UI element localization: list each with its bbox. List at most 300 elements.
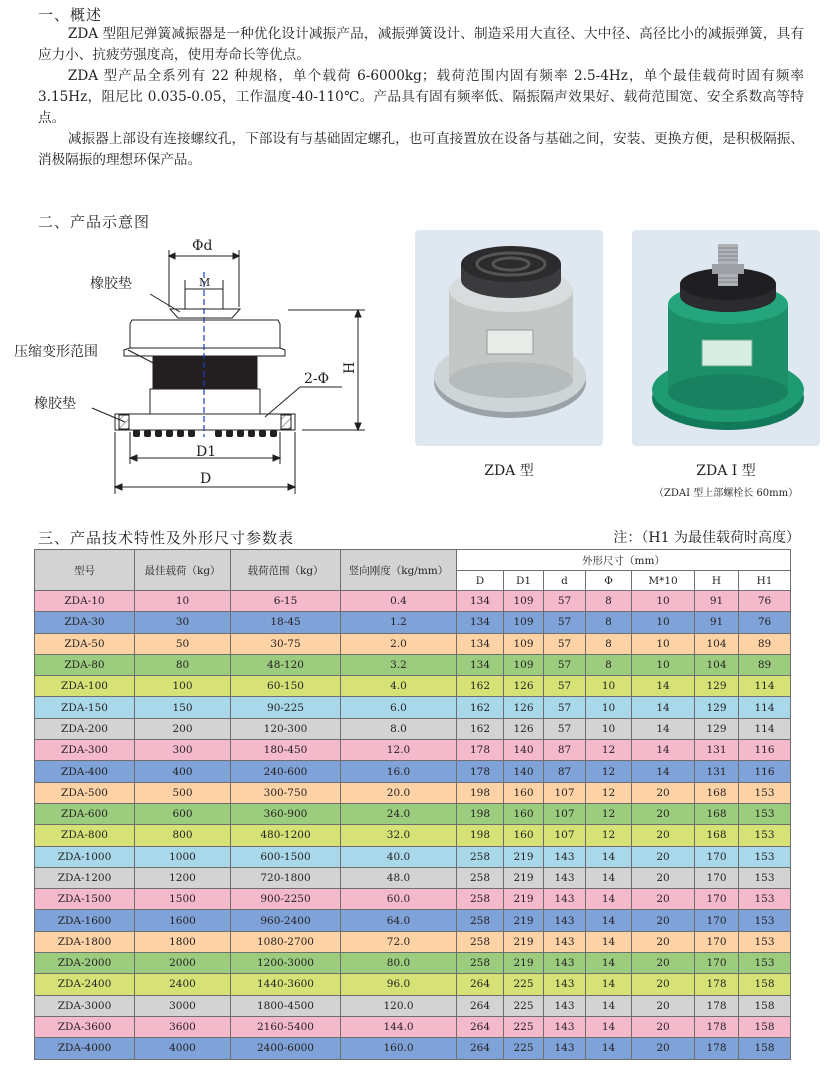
product-schematic bbox=[10, 232, 395, 504]
cell-model: ZDA-500 bbox=[35, 782, 135, 803]
cell-phi: 10 bbox=[586, 718, 632, 739]
cell-stiffness: 32.0 bbox=[341, 825, 457, 846]
cell-stiffness: 3.2 bbox=[341, 654, 457, 675]
cell-m: 20 bbox=[632, 974, 695, 995]
cell-phi: 12 bbox=[586, 803, 632, 824]
cell-load-range: 120-300 bbox=[231, 718, 341, 739]
label-2phi: 2-Φ bbox=[304, 371, 330, 387]
header-stiffness: 竖向刚度（kg/mm） bbox=[341, 550, 457, 591]
cell-d: 162 bbox=[457, 697, 504, 718]
cell-h: 170 bbox=[695, 867, 739, 888]
cell-phi: 8 bbox=[586, 591, 632, 612]
cell-h1: 153 bbox=[739, 889, 791, 910]
label-d1: D1 bbox=[196, 444, 217, 460]
cell-load-range: 900-2250 bbox=[231, 889, 341, 910]
cell-d: 264 bbox=[457, 995, 504, 1016]
cell-best-load: 10 bbox=[135, 591, 231, 612]
cell-best-load: 50 bbox=[135, 633, 231, 654]
cell-stiffness: 12.0 bbox=[341, 740, 457, 761]
cell-phi: 14 bbox=[586, 974, 632, 995]
cell-load-range: 360-900 bbox=[231, 803, 341, 824]
cell-d: 258 bbox=[457, 931, 504, 952]
cell-h: 131 bbox=[695, 740, 739, 761]
table-row bbox=[35, 889, 791, 910]
cell-model: ZDA-2000 bbox=[35, 953, 135, 974]
label-phi-d: Φd bbox=[192, 238, 213, 254]
cell-model: ZDA-4000 bbox=[35, 1038, 135, 1059]
table-row bbox=[35, 995, 791, 1016]
cell-stiffness: 0.4 bbox=[341, 591, 457, 612]
cell-phi: 8 bbox=[586, 633, 632, 654]
cell-d: 134 bbox=[457, 633, 504, 654]
overview-paragraph: ZDA 型阻尼弹簧减振器是一种优化设计减振产品，减振弹簧设计、制造采用大直径、大中径、高径比小的减振弹簧，具有应力小、抗疲劳强度高，使用寿命长等优点。 bbox=[38, 26, 804, 63]
cell-d: 198 bbox=[457, 803, 504, 824]
cell-load-range: 1200-3000 bbox=[231, 953, 341, 974]
section-title-overview: 一、概述 bbox=[38, 6, 103, 24]
table-row bbox=[35, 825, 791, 846]
cell-h: 131 bbox=[695, 761, 739, 782]
cell-load-range: 1800-4500 bbox=[231, 995, 341, 1016]
cell-best-load: 1000 bbox=[135, 846, 231, 867]
cell-model: ZDA-600 bbox=[35, 803, 135, 824]
cell-model: ZDA-80 bbox=[35, 654, 135, 675]
cell-stiffness: 40.0 bbox=[341, 846, 457, 867]
table-row bbox=[35, 867, 791, 888]
zda-damper-image bbox=[415, 230, 603, 446]
cell-h1: 153 bbox=[739, 931, 791, 952]
cell-stiffness: 2.0 bbox=[341, 633, 457, 654]
cell-small-d: 143 bbox=[544, 931, 586, 952]
cell-phi: 14 bbox=[586, 910, 632, 931]
cell-phi: 14 bbox=[586, 867, 632, 888]
cell-h1: 153 bbox=[739, 846, 791, 867]
cell-small-d: 143 bbox=[544, 1016, 586, 1037]
cell-m: 20 bbox=[632, 846, 695, 867]
cell-load-range: 240-600 bbox=[231, 761, 341, 782]
cell-d1: 160 bbox=[504, 825, 544, 846]
cell-h1: 153 bbox=[739, 782, 791, 803]
cell-small-d: 107 bbox=[544, 825, 586, 846]
cell-h: 104 bbox=[695, 633, 739, 654]
header-dim-col: M*10 bbox=[632, 571, 695, 591]
cell-d1: 160 bbox=[504, 803, 544, 824]
cell-load-range: 180-450 bbox=[231, 740, 341, 761]
cell-best-load: 150 bbox=[135, 697, 231, 718]
cell-stiffness: 96.0 bbox=[341, 974, 457, 995]
spec-table bbox=[34, 549, 791, 1060]
overview-text bbox=[38, 24, 804, 171]
header-dim-col: H bbox=[695, 571, 739, 591]
table-row bbox=[35, 654, 791, 675]
cell-load-range: 1440-3600 bbox=[231, 974, 341, 995]
cell-h1: 153 bbox=[739, 825, 791, 846]
cell-d: 264 bbox=[457, 1016, 504, 1037]
cell-load-range: 2400-6000 bbox=[231, 1038, 341, 1059]
cell-phi: 8 bbox=[586, 654, 632, 675]
cell-d1: 219 bbox=[504, 846, 544, 867]
cell-best-load: 300 bbox=[135, 740, 231, 761]
cell-phi: 14 bbox=[586, 846, 632, 867]
cell-m: 20 bbox=[632, 825, 695, 846]
cell-model: ZDA-10 bbox=[35, 591, 135, 612]
label-m: M bbox=[199, 276, 211, 289]
cell-small-d: 57 bbox=[544, 676, 586, 697]
header-load-range: 载荷范围（kg） bbox=[231, 550, 341, 591]
header-dim-col: H1 bbox=[739, 571, 791, 591]
cell-m: 14 bbox=[632, 718, 695, 739]
cell-m: 10 bbox=[632, 654, 695, 675]
photo-note-zda-i: （ZDAI 型上部螺栓长 60mm） bbox=[653, 488, 799, 499]
cell-best-load: 1500 bbox=[135, 889, 231, 910]
cell-small-d: 87 bbox=[544, 740, 586, 761]
cell-model: ZDA-3600 bbox=[35, 1016, 135, 1037]
cell-phi: 12 bbox=[586, 740, 632, 761]
cell-best-load: 2000 bbox=[135, 953, 231, 974]
cell-h1: 89 bbox=[739, 633, 791, 654]
cell-best-load: 800 bbox=[135, 825, 231, 846]
cell-model: ZDA-3000 bbox=[35, 995, 135, 1016]
cell-load-range: 48-120 bbox=[231, 654, 341, 675]
table-row bbox=[35, 740, 791, 761]
cell-model: ZDA-100 bbox=[35, 676, 135, 697]
cell-load-range: 1080-2700 bbox=[231, 931, 341, 952]
zda-i-damper-image bbox=[632, 230, 820, 446]
cell-small-d: 57 bbox=[544, 718, 586, 739]
cell-d1: 219 bbox=[504, 910, 544, 931]
cell-d1: 126 bbox=[504, 697, 544, 718]
cell-d: 198 bbox=[457, 782, 504, 803]
cell-phi: 14 bbox=[586, 995, 632, 1016]
cell-m: 10 bbox=[632, 591, 695, 612]
cell-stiffness: 48.0 bbox=[341, 867, 457, 888]
table-row bbox=[35, 612, 791, 633]
cell-d1: 219 bbox=[504, 867, 544, 888]
cell-d1: 140 bbox=[504, 740, 544, 761]
cell-d: 178 bbox=[457, 740, 504, 761]
cell-d: 258 bbox=[457, 867, 504, 888]
table-row bbox=[35, 1016, 791, 1037]
cell-load-range: 2160-5400 bbox=[231, 1016, 341, 1037]
cell-stiffness: 20.0 bbox=[341, 782, 457, 803]
cell-d: 258 bbox=[457, 846, 504, 867]
cell-m: 20 bbox=[632, 867, 695, 888]
cell-d1: 225 bbox=[504, 974, 544, 995]
cell-m: 20 bbox=[632, 1016, 695, 1037]
cell-m: 14 bbox=[632, 740, 695, 761]
cell-h1: 153 bbox=[739, 803, 791, 824]
cell-m: 14 bbox=[632, 676, 695, 697]
cell-model: ZDA-1500 bbox=[35, 889, 135, 910]
cell-h: 91 bbox=[695, 591, 739, 612]
cell-m: 10 bbox=[632, 633, 695, 654]
cell-h: 170 bbox=[695, 931, 739, 952]
cell-h: 168 bbox=[695, 782, 739, 803]
cell-stiffness: 120.0 bbox=[341, 995, 457, 1016]
label-rubber-top: 橡胶垫 bbox=[90, 276, 132, 292]
cell-d1: 126 bbox=[504, 676, 544, 697]
cell-d1: 219 bbox=[504, 889, 544, 910]
header-dims: 外形尺寸（mm） bbox=[457, 550, 791, 571]
cell-load-range: 30-75 bbox=[231, 633, 341, 654]
cell-small-d: 143 bbox=[544, 846, 586, 867]
cell-h: 168 bbox=[695, 825, 739, 846]
cell-best-load: 4000 bbox=[135, 1038, 231, 1059]
section-title-table: 三、产品技术特性及外形尺寸参数表 bbox=[38, 529, 295, 547]
cell-h1: 114 bbox=[739, 718, 791, 739]
table-row bbox=[35, 718, 791, 739]
table-row bbox=[35, 910, 791, 931]
cell-best-load: 1200 bbox=[135, 867, 231, 888]
cell-stiffness: 4.0 bbox=[341, 676, 457, 697]
cell-d1: 225 bbox=[504, 1038, 544, 1059]
cell-small-d: 107 bbox=[544, 782, 586, 803]
cell-d1: 219 bbox=[504, 953, 544, 974]
cell-d: 258 bbox=[457, 953, 504, 974]
cell-m: 20 bbox=[632, 995, 695, 1016]
table-row bbox=[35, 953, 791, 974]
cell-best-load: 500 bbox=[135, 782, 231, 803]
cell-small-d: 57 bbox=[544, 654, 586, 675]
cell-phi: 12 bbox=[586, 782, 632, 803]
cell-h1: 158 bbox=[739, 995, 791, 1016]
cell-small-d: 87 bbox=[544, 761, 586, 782]
cell-small-d: 143 bbox=[544, 867, 586, 888]
table-note: 注：（H1 为最佳载荷时高度） bbox=[613, 530, 800, 546]
cell-load-range: 60-150 bbox=[231, 676, 341, 697]
cell-d1: 126 bbox=[504, 718, 544, 739]
cell-phi: 14 bbox=[586, 1038, 632, 1059]
cell-d: 134 bbox=[457, 612, 504, 633]
cell-model: ZDA-300 bbox=[35, 740, 135, 761]
table-row bbox=[35, 974, 791, 995]
photo-caption-zda: ZDA 型 bbox=[484, 463, 534, 479]
cell-h: 104 bbox=[695, 654, 739, 675]
table-row bbox=[35, 846, 791, 867]
header-dim-col: D1 bbox=[504, 571, 544, 591]
table-row bbox=[35, 761, 791, 782]
header-dim-col: d bbox=[544, 571, 586, 591]
cell-d1: 109 bbox=[504, 633, 544, 654]
cell-d: 162 bbox=[457, 676, 504, 697]
table-row bbox=[35, 931, 791, 952]
cell-phi: 10 bbox=[586, 676, 632, 697]
cell-best-load: 3600 bbox=[135, 1016, 231, 1037]
cell-best-load: 200 bbox=[135, 718, 231, 739]
table-row bbox=[35, 697, 791, 718]
cell-model: ZDA-1600 bbox=[35, 910, 135, 931]
cell-small-d: 57 bbox=[544, 697, 586, 718]
cell-m: 20 bbox=[632, 889, 695, 910]
cell-load-range: 600-1500 bbox=[231, 846, 341, 867]
cell-d1: 109 bbox=[504, 654, 544, 675]
cell-stiffness: 1.2 bbox=[341, 612, 457, 633]
cell-d: 178 bbox=[457, 761, 504, 782]
cell-phi: 12 bbox=[586, 825, 632, 846]
table-row bbox=[35, 591, 791, 612]
cell-load-range: 18-45 bbox=[231, 612, 341, 633]
cell-model: ZDA-50 bbox=[35, 633, 135, 654]
header-model: 型号 bbox=[35, 550, 135, 591]
cell-phi: 12 bbox=[586, 761, 632, 782]
cell-stiffness: 16.0 bbox=[341, 761, 457, 782]
cell-best-load: 400 bbox=[135, 761, 231, 782]
cell-stiffness: 6.0 bbox=[341, 697, 457, 718]
cell-stiffness: 60.0 bbox=[341, 889, 457, 910]
cell-h1: 153 bbox=[739, 953, 791, 974]
product-photo-zda bbox=[415, 230, 603, 446]
cell-stiffness: 8.0 bbox=[341, 718, 457, 739]
cell-small-d: 57 bbox=[544, 633, 586, 654]
cell-h1: 114 bbox=[739, 676, 791, 697]
product-photo-zda-i bbox=[632, 230, 820, 446]
header-dim-col: D bbox=[457, 571, 504, 591]
cell-h1: 153 bbox=[739, 910, 791, 931]
cell-h1: 158 bbox=[739, 974, 791, 995]
cell-d: 162 bbox=[457, 718, 504, 739]
cell-h: 178 bbox=[695, 995, 739, 1016]
cell-small-d: 143 bbox=[544, 910, 586, 931]
cell-h: 168 bbox=[695, 803, 739, 824]
cell-small-d: 107 bbox=[544, 803, 586, 824]
cell-stiffness: 160.0 bbox=[341, 1038, 457, 1059]
cell-load-range: 960-2400 bbox=[231, 910, 341, 931]
cell-h: 170 bbox=[695, 953, 739, 974]
cell-d: 198 bbox=[457, 825, 504, 846]
cell-m: 20 bbox=[632, 931, 695, 952]
cell-phi: 10 bbox=[586, 697, 632, 718]
cell-m: 14 bbox=[632, 697, 695, 718]
cell-model: ZDA-150 bbox=[35, 697, 135, 718]
cell-model: ZDA-2400 bbox=[35, 974, 135, 995]
cell-h1: 116 bbox=[739, 761, 791, 782]
cell-h: 170 bbox=[695, 889, 739, 910]
cell-small-d: 143 bbox=[544, 1038, 586, 1059]
cell-model: ZDA-400 bbox=[35, 761, 135, 782]
cell-phi: 14 bbox=[586, 1016, 632, 1037]
section-title-diagram: 二、产品示意图 bbox=[38, 213, 151, 231]
cell-m: 20 bbox=[632, 782, 695, 803]
cell-d1: 109 bbox=[504, 612, 544, 633]
cell-phi: 14 bbox=[586, 931, 632, 952]
label-compression: 压缩变形范围 bbox=[14, 344, 98, 360]
cell-h: 91 bbox=[695, 612, 739, 633]
cell-load-range: 6-15 bbox=[231, 591, 341, 612]
cell-small-d: 143 bbox=[544, 889, 586, 910]
cell-d: 258 bbox=[457, 910, 504, 931]
cell-m: 20 bbox=[632, 953, 695, 974]
cell-model: ZDA-1000 bbox=[35, 846, 135, 867]
cell-model: ZDA-1200 bbox=[35, 867, 135, 888]
cell-h1: 76 bbox=[739, 591, 791, 612]
header-dim-col: Φ bbox=[586, 571, 632, 591]
cell-m: 14 bbox=[632, 761, 695, 782]
cell-m: 10 bbox=[632, 612, 695, 633]
spec-table-body bbox=[35, 591, 791, 1060]
table-row bbox=[35, 1038, 791, 1059]
cell-m: 20 bbox=[632, 803, 695, 824]
photo-caption-zda-i: ZDA I 型 bbox=[696, 463, 756, 479]
overview-paragraph: ZDA 型产品全系列有 22 种规格，单个载荷 6-6000kg；载荷范围内固有频率 2.5-4Hz，单个最佳载荷时固有频率 3.15Hz，阻尼比 0.035-0.05，工作温度-40-110℃。产品具有固有频率低、隔振隔声效果好、载荷范围宽、安全系数高等特点。 bbox=[38, 68, 804, 126]
cell-model: ZDA-200 bbox=[35, 718, 135, 739]
cell-d1: 219 bbox=[504, 931, 544, 952]
cell-h1: 116 bbox=[739, 740, 791, 761]
cell-model: ZDA-800 bbox=[35, 825, 135, 846]
cell-model: ZDA-30 bbox=[35, 612, 135, 633]
cell-h: 170 bbox=[695, 910, 739, 931]
cell-phi: 14 bbox=[586, 889, 632, 910]
cell-best-load: 30 bbox=[135, 612, 231, 633]
cell-model: ZDA-1800 bbox=[35, 931, 135, 952]
cell-small-d: 143 bbox=[544, 953, 586, 974]
cell-d1: 225 bbox=[504, 1016, 544, 1037]
table-row bbox=[35, 676, 791, 697]
label-d: D bbox=[200, 471, 212, 487]
cell-d1: 109 bbox=[504, 591, 544, 612]
cell-small-d: 143 bbox=[544, 995, 586, 1016]
cell-load-range: 300-750 bbox=[231, 782, 341, 803]
cell-best-load: 100 bbox=[135, 676, 231, 697]
cell-d: 134 bbox=[457, 591, 504, 612]
cell-h: 178 bbox=[695, 974, 739, 995]
cell-d: 134 bbox=[457, 654, 504, 675]
label-h: H bbox=[342, 361, 358, 374]
cell-d: 264 bbox=[457, 1038, 504, 1059]
cell-stiffness: 80.0 bbox=[341, 953, 457, 974]
cell-phi: 14 bbox=[586, 953, 632, 974]
cell-h: 129 bbox=[695, 676, 739, 697]
cell-small-d: 143 bbox=[544, 974, 586, 995]
cell-small-d: 57 bbox=[544, 591, 586, 612]
cell-h: 129 bbox=[695, 697, 739, 718]
cell-h1: 89 bbox=[739, 654, 791, 675]
cell-stiffness: 144.0 bbox=[341, 1016, 457, 1037]
cell-h: 170 bbox=[695, 846, 739, 867]
cell-small-d: 57 bbox=[544, 612, 586, 633]
table-row bbox=[35, 803, 791, 824]
cell-d: 264 bbox=[457, 974, 504, 995]
cell-h: 129 bbox=[695, 718, 739, 739]
cell-load-range: 90-225 bbox=[231, 697, 341, 718]
cell-h1: 153 bbox=[739, 867, 791, 888]
cell-load-range: 720-1800 bbox=[231, 867, 341, 888]
cell-phi: 8 bbox=[586, 612, 632, 633]
cell-h: 178 bbox=[695, 1016, 739, 1037]
cell-h1: 76 bbox=[739, 612, 791, 633]
cell-h1: 158 bbox=[739, 1016, 791, 1037]
cell-h1: 158 bbox=[739, 1038, 791, 1059]
cell-m: 20 bbox=[632, 910, 695, 931]
cell-best-load: 600 bbox=[135, 803, 231, 824]
overview-paragraph: 减振器上部设有连接螺纹孔，下部设有与基础固定螺孔，也可直接置放在设备与基础之间，安装、更换方便，是积极隔振、消极隔振的理想环保产品。 bbox=[38, 131, 804, 168]
cell-d1: 160 bbox=[504, 782, 544, 803]
cell-load-range: 480-1200 bbox=[231, 825, 341, 846]
label-rubber-bottom: 橡胶垫 bbox=[34, 396, 76, 412]
cell-best-load: 80 bbox=[135, 654, 231, 675]
cell-best-load: 1800 bbox=[135, 931, 231, 952]
cell-stiffness: 72.0 bbox=[341, 931, 457, 952]
cell-d1: 140 bbox=[504, 761, 544, 782]
cell-stiffness: 64.0 bbox=[341, 910, 457, 931]
cell-h: 178 bbox=[695, 1038, 739, 1059]
table-row bbox=[35, 633, 791, 654]
cell-best-load: 1600 bbox=[135, 910, 231, 931]
cell-d1: 225 bbox=[504, 995, 544, 1016]
cell-d: 258 bbox=[457, 889, 504, 910]
cell-h1: 114 bbox=[739, 697, 791, 718]
cell-m: 20 bbox=[632, 1038, 695, 1059]
cell-best-load: 2400 bbox=[135, 974, 231, 995]
cell-best-load: 3000 bbox=[135, 995, 231, 1016]
